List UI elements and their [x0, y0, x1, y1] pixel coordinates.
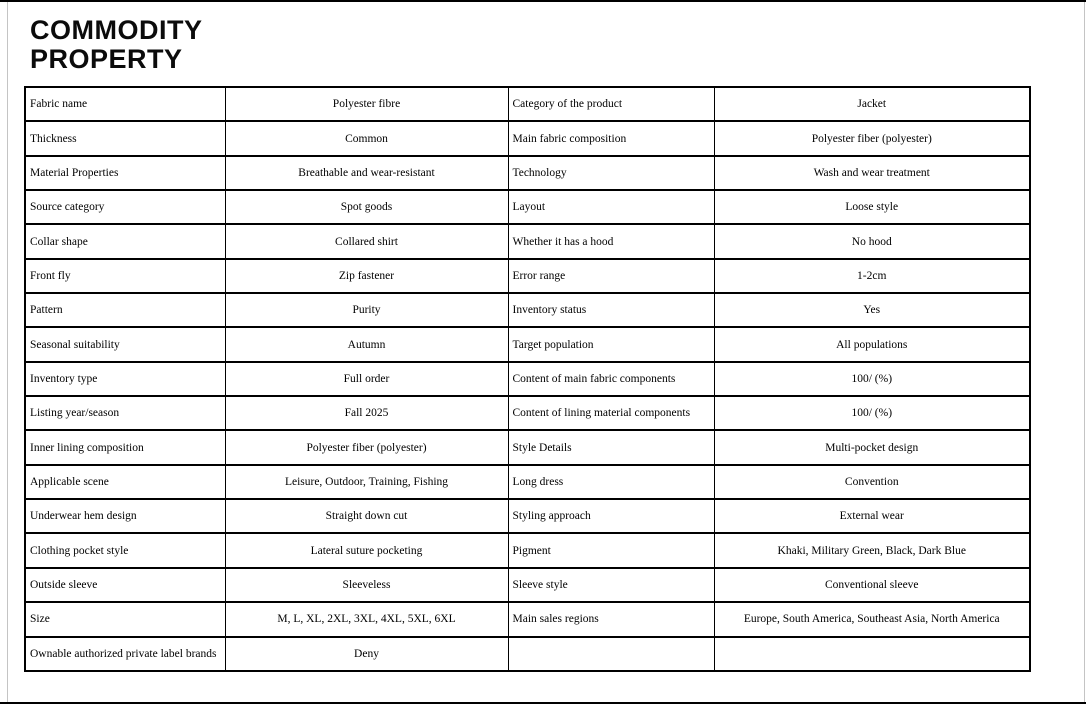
- page-title-line1: COMMODITY: [30, 15, 203, 45]
- page-title: [30, 16, 203, 74]
- property-label: Style Details: [508, 430, 714, 464]
- property-label: Collar shape: [25, 224, 225, 258]
- property-label: Category of the product: [508, 87, 714, 121]
- property-label: Sleeve style: [508, 568, 714, 602]
- property-label: Seasonal suitability: [25, 327, 225, 361]
- property-label: Thickness: [25, 121, 225, 155]
- property-label: Long dress: [508, 465, 714, 499]
- property-label: Ownable authorized private label brands: [25, 637, 225, 672]
- table-row: [25, 533, 1030, 567]
- property-value: Lateral suture pocketing: [225, 533, 508, 567]
- page-left-edge-line: [7, 2, 8, 702]
- property-value: Yes: [714, 293, 1030, 327]
- property-value: Autumn: [225, 327, 508, 361]
- property-value: [714, 637, 1030, 672]
- property-label: Pigment: [508, 533, 714, 567]
- property-value: Sleeveless: [225, 568, 508, 602]
- property-label: Pattern: [25, 293, 225, 327]
- property-value: 1-2cm: [714, 259, 1030, 293]
- property-label: Main sales regions: [508, 602, 714, 636]
- table-row: [25, 156, 1030, 190]
- table-row: [25, 465, 1030, 499]
- property-value: All populations: [714, 327, 1030, 361]
- property-label: Content of lining material components: [508, 396, 714, 430]
- property-value: Spot goods: [225, 190, 508, 224]
- property-label: Error range: [508, 259, 714, 293]
- table-row: [25, 293, 1030, 327]
- property-value: Khaki, Military Green, Black, Dark Blue: [714, 533, 1030, 567]
- table-row: [25, 637, 1030, 672]
- table-row: [25, 327, 1030, 361]
- property-label: Inventory type: [25, 362, 225, 396]
- property-value: Deny: [225, 637, 508, 672]
- property-label: Technology: [508, 156, 714, 190]
- table-row: [25, 602, 1030, 636]
- table-row: [25, 121, 1030, 155]
- property-label: Clothing pocket style: [25, 533, 225, 567]
- table-row: [25, 568, 1030, 602]
- property-label: Fabric name: [25, 87, 225, 121]
- page-right-edge-line: [1084, 2, 1085, 702]
- property-value: Fall 2025: [225, 396, 508, 430]
- table-row: [25, 190, 1030, 224]
- property-value: Polyester fibre: [225, 87, 508, 121]
- property-value: No hood: [714, 224, 1030, 258]
- property-value: External wear: [714, 499, 1030, 533]
- property-label: Outside sleeve: [25, 568, 225, 602]
- table-row: [25, 396, 1030, 430]
- page-top-border: [0, 0, 1086, 2]
- property-label: Size: [25, 602, 225, 636]
- property-label: Content of main fabric components: [508, 362, 714, 396]
- table-row: [25, 430, 1030, 464]
- property-value: Collared shirt: [225, 224, 508, 258]
- property-label: Underwear hem design: [25, 499, 225, 533]
- property-label: Main fabric composition: [508, 121, 714, 155]
- property-label: Inventory status: [508, 293, 714, 327]
- property-value: Multi-pocket design: [714, 430, 1030, 464]
- property-value: Leisure, Outdoor, Training, Fishing: [225, 465, 508, 499]
- property-value: M, L, XL, 2XL, 3XL, 4XL, 5XL, 6XL: [225, 602, 508, 636]
- page-title-line2: PROPERTY: [30, 44, 183, 75]
- property-value: Europe, South America, Southeast Asia, North America: [714, 602, 1030, 636]
- property-label: Listing year/season: [25, 396, 225, 430]
- table-row: [25, 499, 1030, 533]
- property-label: Target population: [508, 327, 714, 361]
- property-label: [508, 637, 714, 672]
- property-value: Full order: [225, 362, 508, 396]
- property-label: Whether it has a hood: [508, 224, 714, 258]
- property-value: Polyester fiber (polyester): [225, 430, 508, 464]
- property-value: 100/ (%): [714, 362, 1030, 396]
- property-value: Common: [225, 121, 508, 155]
- property-value: Jacket: [714, 87, 1030, 121]
- property-label: Layout: [508, 190, 714, 224]
- property-label: Front fly: [25, 259, 225, 293]
- table-row: [25, 259, 1030, 293]
- property-value: Convention: [714, 465, 1030, 499]
- property-label: Source category: [25, 190, 225, 224]
- property-value: Zip fastener: [225, 259, 508, 293]
- property-label: Styling approach: [508, 499, 714, 533]
- table-row: [25, 87, 1030, 121]
- property-value: Breathable and wear-resistant: [225, 156, 508, 190]
- property-value: Purity: [225, 293, 508, 327]
- property-table: [24, 86, 1031, 672]
- property-label: Applicable scene: [25, 465, 225, 499]
- property-value: Polyester fiber (polyester): [714, 121, 1030, 155]
- table-row: [25, 224, 1030, 258]
- property-value: Wash and wear treatment: [714, 156, 1030, 190]
- property-value: Straight down cut: [225, 499, 508, 533]
- property-value: Conventional sleeve: [714, 568, 1030, 602]
- property-label: Inner lining composition: [25, 430, 225, 464]
- table-row: [25, 362, 1030, 396]
- property-label: Material Properties: [25, 156, 225, 190]
- property-value: 100/ (%): [714, 396, 1030, 430]
- property-value: Loose style: [714, 190, 1030, 224]
